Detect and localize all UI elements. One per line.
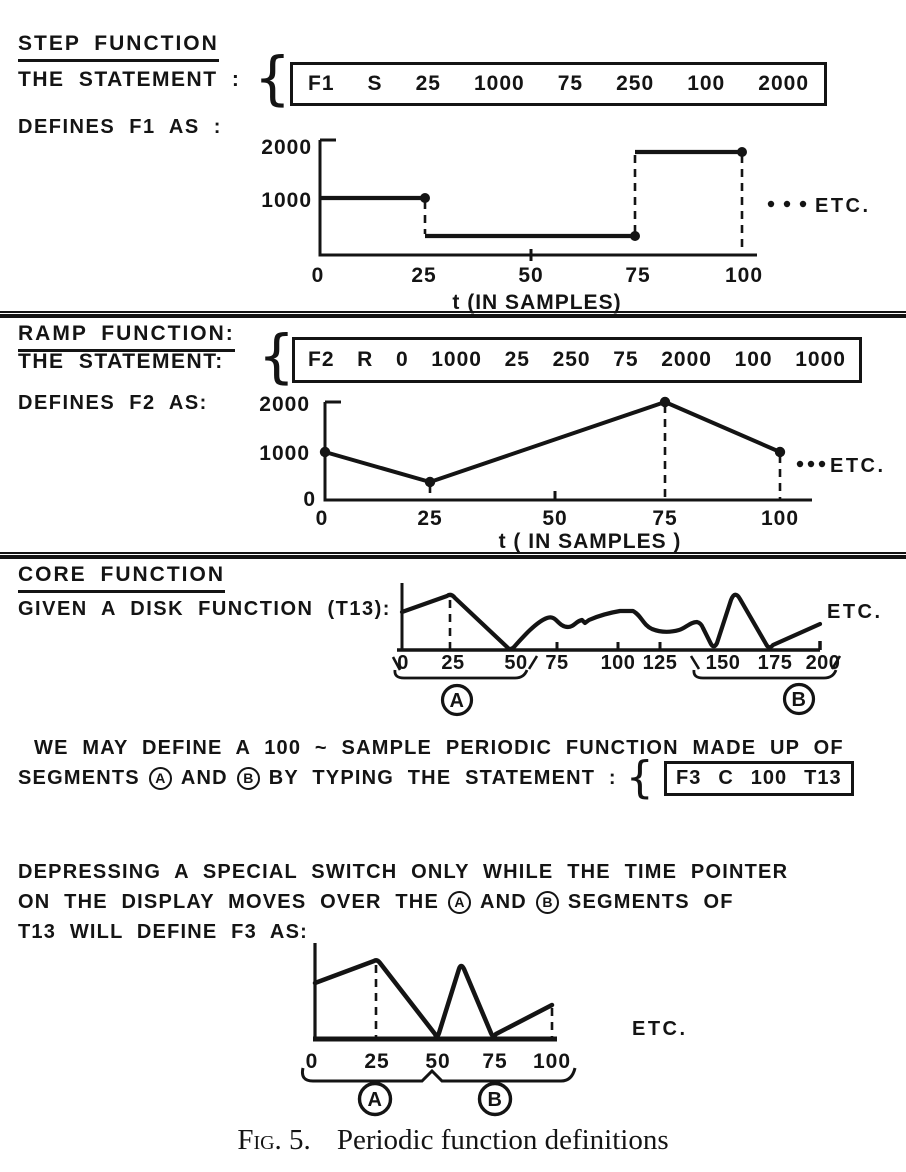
svg-text:100: 100 — [532, 1050, 572, 1073]
define-paragraph — [18, 734, 854, 803]
statement-token: 2000 — [661, 348, 712, 371]
switch-paragraph — [18, 858, 788, 946]
statement-token: F1 — [308, 72, 335, 95]
core-given-label: GIVEN A DISK FUNCTION (T13): — [18, 598, 391, 620]
step-statement-brace: { — [254, 44, 291, 112]
x-tick-labels — [316, 507, 799, 530]
f3-function-chart — [255, 938, 735, 1120]
ramp-statement-brace: { — [258, 322, 295, 390]
circled-label-a — [443, 686, 472, 715]
step-statement-label: THE STATEMENT : — [18, 68, 241, 91]
y-tick-label: 0 — [303, 488, 316, 511]
ellipsis-dots — [797, 461, 825, 467]
statement-token: F3 — [676, 766, 702, 789]
freehand-curve — [402, 595, 820, 649]
statement-brace: { — [625, 752, 655, 803]
etc-annotation: ETC. — [827, 601, 883, 623]
dashed-drop-lines — [430, 405, 780, 499]
paragraph-line: T13 WILL DEFINE F3 AS: — [18, 920, 308, 943]
statement-token: C — [718, 766, 734, 789]
statement-token: 2000 — [758, 72, 809, 95]
circled-b-label: B — [536, 891, 559, 914]
svg-text:25: 25 — [364, 1050, 390, 1073]
svg-text:A: A — [367, 1089, 383, 1111]
svg-text:50: 50 — [518, 264, 544, 287]
svg-text:50: 50 — [542, 507, 568, 530]
statement-token: T13 — [804, 766, 842, 789]
statement-token: F2 — [308, 348, 335, 371]
circled-a-label: A — [448, 891, 471, 914]
f3-curve — [315, 960, 552, 1036]
ramp-statement-label: THE STATEMENT: — [18, 350, 224, 373]
x-axis-label: t ( IN SAMPLES ) — [498, 530, 682, 553]
paragraph-line: ON THE DISPLAY MOVES OVER THE A AND B SEGMENTS OF — [18, 890, 734, 913]
svg-text:50: 50 — [504, 652, 528, 674]
etc-annotation: ETC. — [632, 1018, 688, 1040]
y-tick-label: 2000 — [261, 136, 312, 159]
ramp-defines-label: DEFINES F2 AS: — [18, 392, 208, 414]
statement-token: 1000 — [473, 72, 525, 95]
svg-text:25: 25 — [441, 652, 465, 674]
section-divider — [0, 552, 906, 559]
statement-token: 100 — [687, 72, 726, 95]
statement-token: S — [367, 72, 383, 95]
svg-text:75: 75 — [545, 652, 569, 674]
svg-text:75: 75 — [482, 1050, 508, 1073]
svg-text:100: 100 — [724, 264, 764, 287]
svg-text:0: 0 — [397, 652, 409, 674]
step-defines-label: DEFINES F1 AS : — [18, 116, 222, 138]
x-tick-labels — [397, 652, 840, 674]
statement-token: 100 — [750, 766, 788, 789]
statement-token: 25 — [415, 72, 441, 95]
circled-label-b — [785, 685, 814, 714]
x-tick-labels — [312, 264, 763, 287]
svg-text:A: A — [449, 690, 465, 712]
ramp-section-heading: RAMP FUNCTION: — [18, 322, 235, 352]
svg-text:25: 25 — [417, 507, 443, 530]
figure-caption — [0, 1124, 906, 1157]
svg-text:100: 100 — [600, 652, 636, 674]
figure-number: Fig. 5. — [237, 1124, 311, 1156]
core-statement-box — [664, 761, 854, 796]
step-segments — [320, 152, 742, 236]
x-tick-labels — [306, 1050, 571, 1073]
etc-annotation: ETC. — [830, 455, 886, 477]
y-tick-label: 1000 — [261, 189, 312, 212]
x-axis — [397, 641, 820, 650]
axes — [325, 402, 812, 500]
svg-text:50: 50 — [425, 1050, 451, 1073]
statement-token: 250 — [552, 348, 591, 371]
svg-text:B: B — [791, 689, 807, 711]
statement-token: 250 — [616, 72, 655, 95]
svg-text:150: 150 — [705, 652, 741, 674]
paragraph-line: WE MAY DEFINE A 100 ~ SAMPLE PERIODIC FUNCTION MADE UP OF — [34, 736, 844, 759]
y-tick-label: 1000 — [259, 442, 310, 465]
dashed-drop-lines — [425, 155, 742, 253]
statement-token: 25 — [504, 348, 530, 371]
step-function-chart — [240, 130, 890, 317]
data-point-dots — [420, 147, 747, 241]
statement-token: 1000 — [431, 348, 482, 371]
x-axis-label: t (IN SAMPLES) — [452, 291, 622, 314]
svg-text:175: 175 — [757, 652, 793, 674]
ellipsis-dots — [768, 201, 806, 207]
svg-text:75: 75 — [652, 507, 678, 530]
ramp-polyline — [325, 402, 780, 482]
circled-b-label: B — [237, 767, 260, 790]
statement-token: 1000 — [795, 348, 846, 371]
y-tick-label: 2000 — [259, 393, 310, 416]
paragraph-line: DEPRESSING A SPECIAL SWITCH ONLY WHILE THE TIME POINTER — [18, 860, 789, 883]
ramp-statement-box — [292, 337, 862, 383]
ramp-function-chart — [240, 385, 890, 553]
step-section-heading: STEP FUNCTION — [18, 32, 219, 62]
statement-token: R — [357, 348, 374, 371]
circled-a-label: A — [149, 767, 172, 790]
svg-text:200: 200 — [805, 652, 841, 674]
svg-text:25: 25 — [411, 264, 437, 287]
statement-token: 100 — [734, 348, 773, 371]
svg-text:B: B — [487, 1089, 503, 1111]
circled-label-a — [360, 1084, 391, 1115]
etc-annotation: ETC. — [815, 195, 871, 217]
section-divider — [0, 311, 906, 318]
figure-title: Periodic function definitions — [336, 1124, 669, 1156]
svg-text:75: 75 — [625, 264, 651, 287]
svg-text:0: 0 — [305, 1050, 319, 1073]
circled-label-b — [480, 1084, 511, 1115]
svg-text:0: 0 — [315, 507, 329, 530]
step-statement-box — [290, 62, 827, 106]
svg-text:0: 0 — [311, 264, 325, 287]
core-section-heading: CORE FUNCTION — [18, 563, 225, 593]
disk-function-chart — [390, 570, 906, 735]
statement-token: 0 — [395, 348, 409, 371]
svg-text:100: 100 — [760, 507, 800, 530]
dashed-marker-lines — [376, 965, 552, 1037]
statement-token: 75 — [613, 348, 639, 371]
paragraph-line: SEGMENTS A AND B BY TYPING THE STATEMENT : { F3 C 100 T13 — [18, 764, 854, 792]
statement-token: 75 — [557, 72, 584, 95]
svg-text:125: 125 — [642, 652, 678, 674]
